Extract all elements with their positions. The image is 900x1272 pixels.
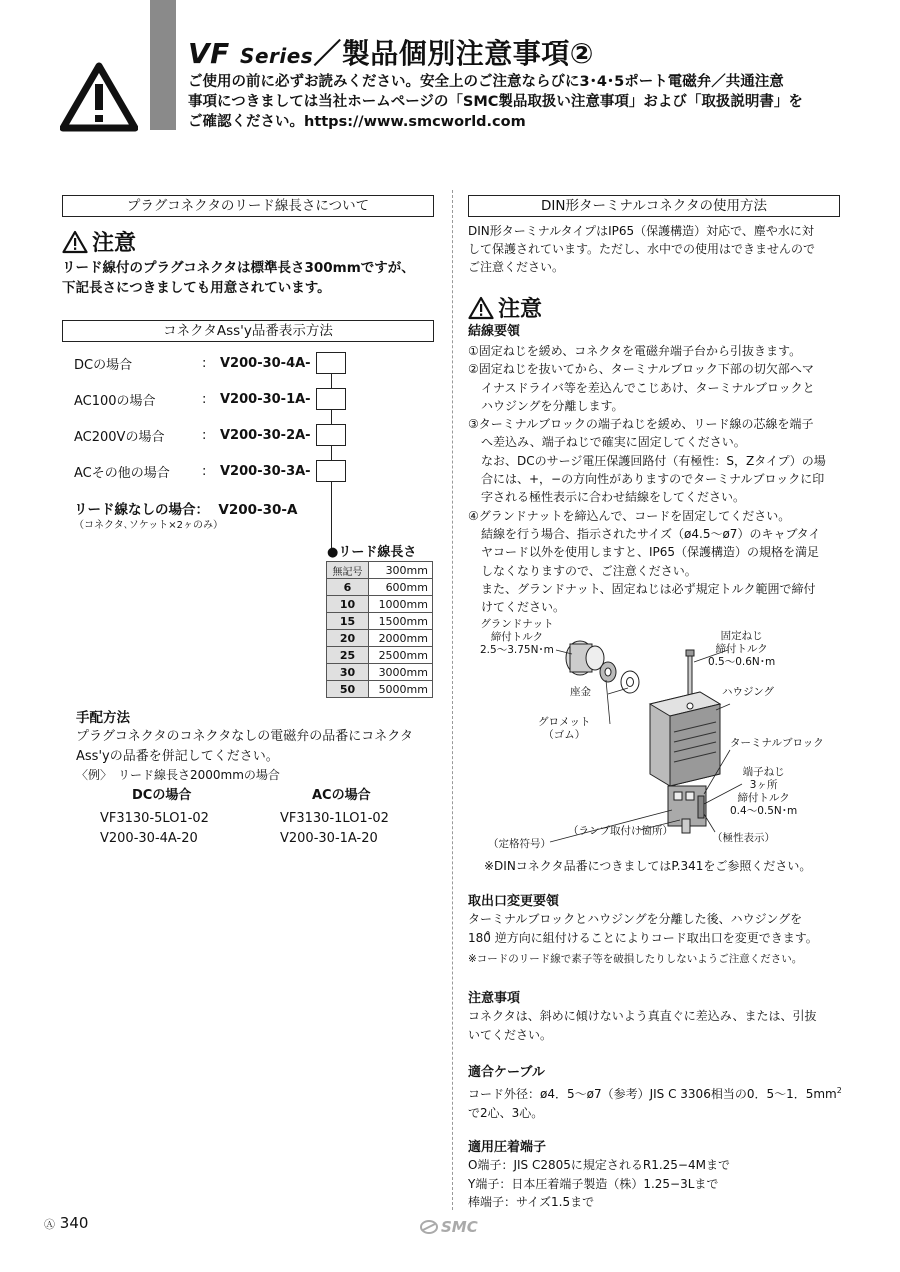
- no-lead-row: リード線なしの場合： V200-30-A: [74, 502, 298, 518]
- crimp-text: O端子：JIS C2805に規定されるR1.25−4Mまで Y端子：日本圧着端子製造（株）1.25−3Lまで 棒端子：サイズ1.5まで: [468, 1158, 730, 1209]
- table-row: 無記号 300mm: [327, 562, 433, 579]
- header-bar: [150, 0, 176, 130]
- din-intro: DIN形ターミナルタイプはIP65（保護構造）対応で、塵や水に対 して保護されています。ただし、水中での使用はできませんので ご注意ください。: [468, 224, 816, 274]
- header-subtitle: ご使用の前に必ずお読みください。安全上のご注意ならびに3･4･5ポート電磁弁／共通注意 事項につきましては当社ホームページの「SMC製品取扱い注意事項」および「取扱説明書」を ご確認ください。https://www.smcworld.com: [188, 74, 803, 130]
- lead-length-heading: プラグコネクタのリード線長さについて: [62, 195, 434, 217]
- lead-length-table: [326, 561, 433, 698]
- model-row-ac100: AC100の場合 : V200-30-1A-: [74, 391, 311, 409]
- grommet-label: グロメット （ゴム）: [538, 716, 591, 741]
- lead-length-title: ●リード線長さ: [327, 545, 417, 560]
- cable-title: 適合ケーブル: [468, 1065, 545, 1080]
- model-row-ac200: AC200Vの場合 : V200-30-2A-: [74, 427, 311, 445]
- caution-icon: [62, 230, 88, 254]
- outlet-title: 取出口変更要領: [468, 894, 560, 909]
- caution-heading-right: 注意: [468, 292, 542, 323]
- column-divider: [452, 190, 453, 1210]
- table-row: 30 3000mm: [327, 664, 433, 681]
- warning-icon: [60, 62, 138, 132]
- din-heading: DIN形ターミナルコネクタの使用方法: [468, 195, 840, 217]
- fixing-screw-label: 固定ねじ 締付トルク 0.5～0.6N･m: [708, 630, 776, 668]
- table-row: 6 600mm: [327, 579, 433, 596]
- housing-part: [650, 692, 720, 786]
- din-note: ※DINコネクタ品番につきましてはP.341をご参照ください。: [484, 859, 812, 873]
- gland-nut-label: グランドナット 締付トルク 2.5～3.75N･m: [480, 618, 554, 656]
- table-row: 20 2000mm: [327, 630, 433, 647]
- wiring-steps: ①固定ねじを緩め、コネクタを電磁弁端子台から引抜きます。 ②固定ねじを抜いてから、ターミナルブロック下部の切欠部へマ イナスドライバ等を差込んでこじあけ、ターミナルブロックと ハウジングを分離します。 ③ターミナルブロックの端子ねじを緩め、リード線の芯線を端子 へ差込み、端子ねじで確実に固定してください。 なお、DCのサージ電圧保護回路付（有極性：S，Zタイプ）の場 合には、+，−の方向性がありますのでターミナルブロックに印 字される極性表示に合わせ結線をしてください。 ④グランドナットを締込んで、コードを固定してください。 結線を行う場合、指示されたサイズ（ø4.5～ø7）のキャブタイ ヤコード以外を使用しますと、IP65（保護構造）の規格を満足 しなくなりますので、ご注意ください。 また、グランドナット、固定ねじは必ず規定トルク範囲で締付 けてください。: [468, 344, 826, 615]
- model-row-ac-other: ACその他の場合 : V200-30-3A-: [74, 463, 311, 481]
- outlet-text: ターミナルブロックとハウジングを分離した後、ハウジングを 180̊ 逆方向に組付けることによりコード取出口を変更できます。: [468, 912, 818, 945]
- order-text: プラグコネクタのコネクタなしの電磁弁の品番にコネクタ Ass'yの品番を併記してください。: [76, 729, 413, 764]
- example-table: DCの場合 ACの場合 VF3130-5LO1-02 VF3130-1LO1-02 V200-30-4A-20 V200-30-1A-20: [100, 788, 389, 846]
- suffix-box: [316, 424, 346, 446]
- terminal-block-label: ターミナルブロック: [730, 737, 824, 749]
- assy-heading: コネクタAss'y品番表示方法: [62, 320, 434, 342]
- connector-line: [331, 446, 332, 460]
- smc-logo: SMC: [420, 1218, 478, 1236]
- polarity-label: （極性表示）: [712, 832, 775, 844]
- gland-nut-part: [566, 641, 604, 675]
- housing-label: ハウジング: [722, 686, 775, 698]
- connector-line: [331, 410, 332, 424]
- suffix-box: [316, 460, 346, 482]
- connector-line: [331, 374, 332, 388]
- lamp-label: （ランプ取付け箇所）: [568, 825, 673, 837]
- no-lead-note: （コネクタ､ソケット×2ヶのみ）: [74, 520, 223, 531]
- caution-text-left: リード線付のプラグコネクタは標準長さ300mmですが、 下記長さにつきましても用意されています。: [62, 260, 415, 296]
- page-number: Ⓐ 340: [44, 1214, 89, 1232]
- terminal-block-part: [668, 786, 706, 833]
- rating-label: （定格符号）: [488, 838, 551, 850]
- wiring-title: 結線要領: [468, 324, 521, 339]
- crimp-title: 適用圧着端子: [468, 1140, 547, 1155]
- table-row: 10 1000mm: [327, 596, 433, 613]
- washer-label: 座金: [570, 686, 591, 698]
- suffix-box: [316, 352, 346, 374]
- example-note: 〈例〉 リード線長さ2000mmの場合: [76, 768, 280, 782]
- grommet-part: [600, 662, 616, 682]
- caution-icon: [468, 296, 494, 320]
- model-row-dc: DCの場合 : V200-30-4A-: [74, 355, 311, 373]
- notes-text: コネクタは、斜めに傾けないよう真直ぐに差込み、または、引抜 いてください。: [468, 1009, 817, 1042]
- table-row: 25 2500mm: [327, 647, 433, 664]
- outlet-note: ※コードのリード線で素子等を破損したりしないようご注意ください。: [468, 953, 803, 965]
- caution-heading-left: 注意: [62, 226, 136, 257]
- page-title: VF Series／製品個別注意事項②: [188, 37, 594, 70]
- table-row: 15 1500mm: [327, 613, 433, 630]
- cable-text: コード外径：ø4．5～ø7（参考）JIS C 3306相当の0．5～1．$5mm^2$ で2心、3心。: [468, 1086, 842, 1120]
- notes-title: 注意事項: [468, 991, 521, 1006]
- terminal-screw-label: 端子ねじ 3ヶ所 締付トルク 0.4～0.5N･m: [730, 766, 798, 817]
- order-title: 手配方法: [76, 710, 130, 726]
- smc-logo-icon: [420, 1220, 438, 1234]
- suffix-box: [316, 388, 346, 410]
- table-row: 50 5000mm: [327, 681, 433, 698]
- fixing-screw-part: [686, 650, 694, 698]
- connector-line: [331, 482, 332, 548]
